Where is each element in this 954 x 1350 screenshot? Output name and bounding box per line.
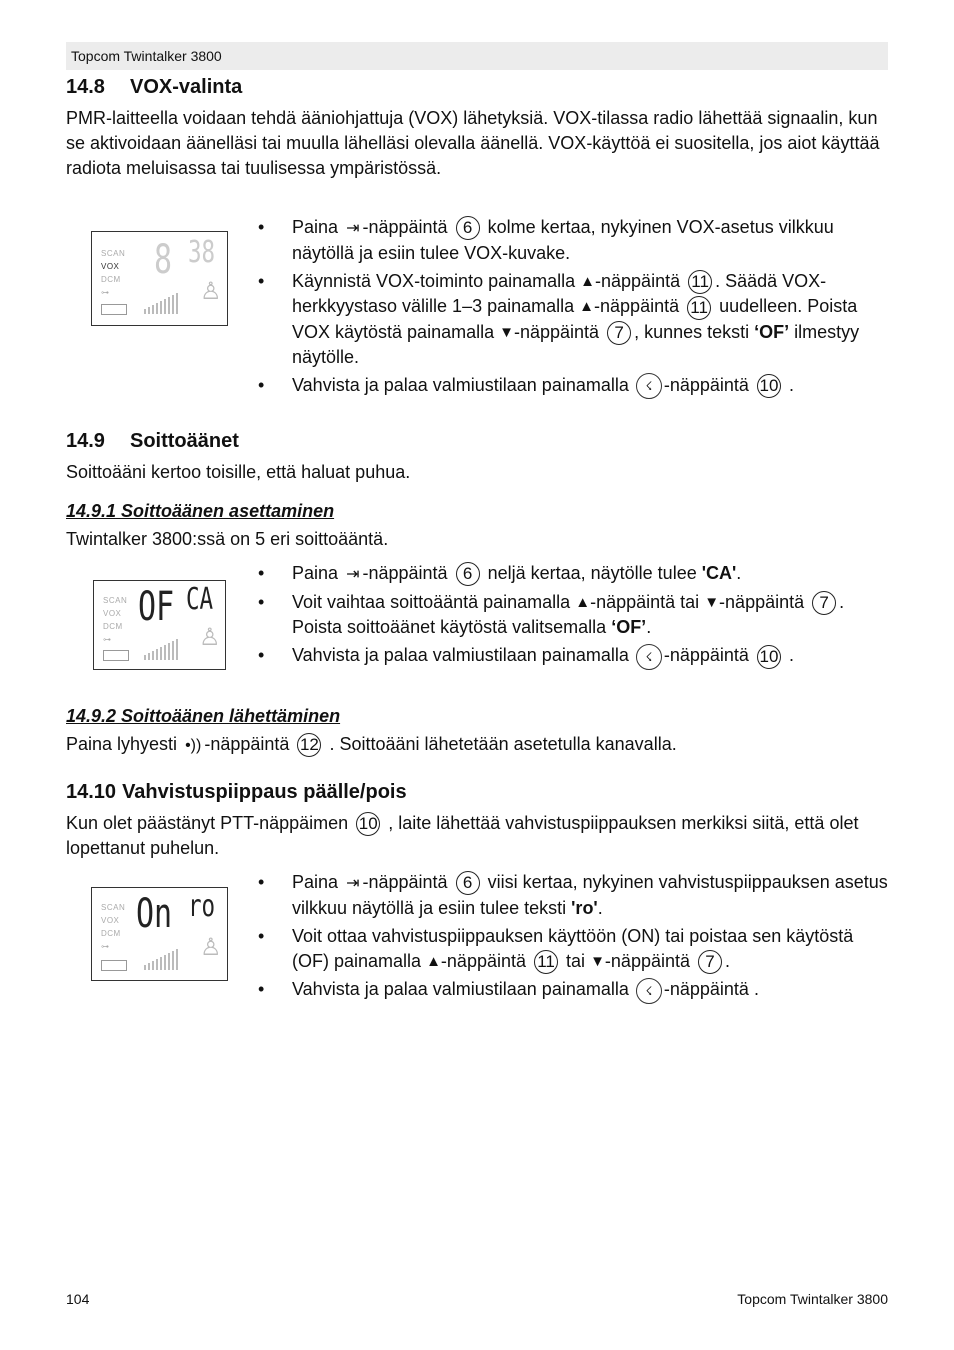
lcd-channel-digits: ro [188,889,216,924]
lcd-main-digits: On [136,891,173,937]
list-item: • Paina ⇥ -näppäintä 6 viisi kertaa, nykyinen vahvistuspiippauksen asetus vilkkuu näytöllä ja esiin tulee teksti 'ro'. [258,870,888,921]
lcd-vox-label: VOX [103,609,122,618]
lcd-dcm-label: DCM [101,929,121,938]
section-heading-14-8 [66,76,242,99]
key-icon: ⊶ [101,942,110,951]
battery-icon [101,304,127,315]
key-number: 11 [534,950,558,974]
section-intro: PMR-laitteella voidaan tehdä ääniohjattuja (VOX) lähetyksiä. VOX-tilassa radio lähettää signaalin, kun se aktivoidaan äänelläsi tai muulla lähelläsi olevalla äänellä. VOX-käyttöä ei suositella, jos aiot käyttää radiota meluisassa tai tuulisessa ympäristössä. [66,108,880,178]
list-item: • Paina ⇥ -näppäintä 6 kolme kertaa, nykyinen VOX-asetus vilkkuu näytöllä ja esiin tulee VOX-kuvake. [258,215,888,266]
list-item: • Käynnistä VOX-toiminto painamalla ▲-näppäintä 11 . Säädä VOX-herkkyystaso välille 1–3 painamalla ▲-näppäintä 11 uudelleen. Poista VOX käytöstä painamalla ▼-näppäintä 7 , kunnes teksti ‘OF’ ilmestyy näytölle. [258,269,888,370]
menu-key-icon: ⇥ [346,566,360,583]
lcd-vox-label: VOX [101,916,120,925]
section-title: Vahvistuspiippaus päälle/pois [122,781,407,803]
call-key-icon: •)) [185,737,202,754]
section-title: Soittoäänet [130,430,239,452]
lcd-main-digits: 8 [154,237,173,283]
key-number: 12 [297,733,321,757]
list-item: • Vahvista ja palaa valmiustilaan painamalla ☇ -näppäintä 10 . [258,373,888,399]
list-item: • Vahvista ja palaa valmiustilaan painamalla ☇ -näppäintä 10 . [258,643,888,669]
down-arrow-icon: ▼ [704,594,720,611]
lcd-display-beep [91,887,228,981]
battery-icon [103,650,129,661]
lcd-dcm-label: DCM [101,275,121,284]
up-arrow-icon: ▲ [575,594,591,611]
key-icon: ⊶ [101,288,110,297]
header-title: Topcom Twintalker 3800 [71,48,222,64]
page-header [66,42,888,70]
menu-key-icon: ⇥ [346,875,360,892]
section-heading-14-9 [66,430,239,453]
signal-bars-icon [144,948,178,970]
up-arrow-icon: ▲ [426,953,441,970]
section-intro: Soittoääni kertoo toisille, että haluat puhua. [66,462,411,482]
down-arrow-icon: ▼ [590,953,605,970]
signal-bars-icon [144,292,178,314]
page-number: 104 [66,1291,90,1307]
ptt-key-icon: ☇ [636,644,662,670]
key-number: 10 [757,645,781,669]
bullet-list-14-9-1 [258,561,888,673]
lcd-channel-digits: 38 [188,235,216,270]
lcd-display-ringtone [93,580,226,670]
section-heading-14-10 [66,781,407,804]
list-item: • Voit ottaa vahvistuspiippauksen käyttöön (ON) tai poistaa sen käytöstä (OF) painamalla ▲-näppäintä 11 tai ▼-näppäintä 7 . [258,924,888,974]
vox-person-icon: ♙ [199,624,221,651]
vox-person-icon: ♙ [200,278,222,305]
list-item: • Paina ⇥ -näppäintä 6 neljä kertaa, näytölle tulee 'CA'. [258,561,888,587]
lcd-display-vox [91,231,228,326]
key-number: 7 [607,321,631,345]
key-number: 7 [698,950,722,974]
list-item: • Voit vaihtaa soittoääntä painamalla ▲-näppäintä tai ▼-näppäintä 7 . Poista soittoäänet käytöstä valitsemalla ‘OF’. [258,590,888,640]
up-arrow-icon: ▲ [580,273,596,290]
key-icon: ⊶ [103,635,112,644]
list-item: • Vahvista ja palaa valmiustilaan painamalla ☇ -näppäintä . [258,977,888,1003]
up-arrow-icon: ▲ [579,298,595,316]
subsection-paragraph: Paina lyhyesti •)) -näppäintä 12 . Soittoääni lähetetään asetetulla kanavalla. [66,732,888,758]
key-number: 11 [688,270,712,294]
key-number: 6 [456,562,480,586]
bullet-list-14-8 [258,215,888,402]
key-number: 10 [757,374,781,398]
vox-person-icon: ♙ [200,934,222,961]
key-number: 7 [812,591,836,615]
section-number: 14.9 [66,430,105,452]
key-number: 10 [356,812,380,836]
ptt-key-icon: ☇ [636,978,662,1004]
key-number: 11 [687,296,711,320]
subsection-intro: Twintalker 3800:ssä on 5 eri soittoääntä. [66,529,389,549]
lcd-scan-label: SCAN [103,596,128,605]
key-number: 6 [456,871,480,895]
down-arrow-icon: ▼ [499,323,514,341]
lcd-scan-label: SCAN [101,249,126,258]
signal-bars-icon [144,638,178,660]
subsection-heading-14-9-2: 14.9.2 Soittoäänen lähettäminen [66,706,341,726]
footer-title: Topcom Twintalker 3800 [737,1291,888,1307]
bullet-list-14-10 [258,870,888,1007]
lcd-dcm-label: DCM [103,622,123,631]
section-number: 14.10 [66,781,117,803]
menu-key-icon: ⇥ [346,220,360,237]
section-title: VOX-valinta [130,76,243,98]
section-intro: Kun olet päästänyt PTT-näppäimen 10 , laite lähettää vahvistuspiippauksen merkiksi siitä, että olet lopettanut puhelun. [66,813,859,859]
ptt-key-icon: ☇ [636,373,662,399]
subsection-heading-14-9-1: 14.9.1 Soittoäänen asettaminen [66,501,335,521]
lcd-channel-digits: CA [186,582,214,617]
lcd-vox-label: VOX [101,262,120,271]
lcd-scan-label: SCAN [101,903,126,912]
section-number: 14.8 [66,76,105,98]
lcd-main-digits: OF [138,584,175,630]
key-number: 6 [456,216,480,240]
battery-icon [101,960,127,971]
